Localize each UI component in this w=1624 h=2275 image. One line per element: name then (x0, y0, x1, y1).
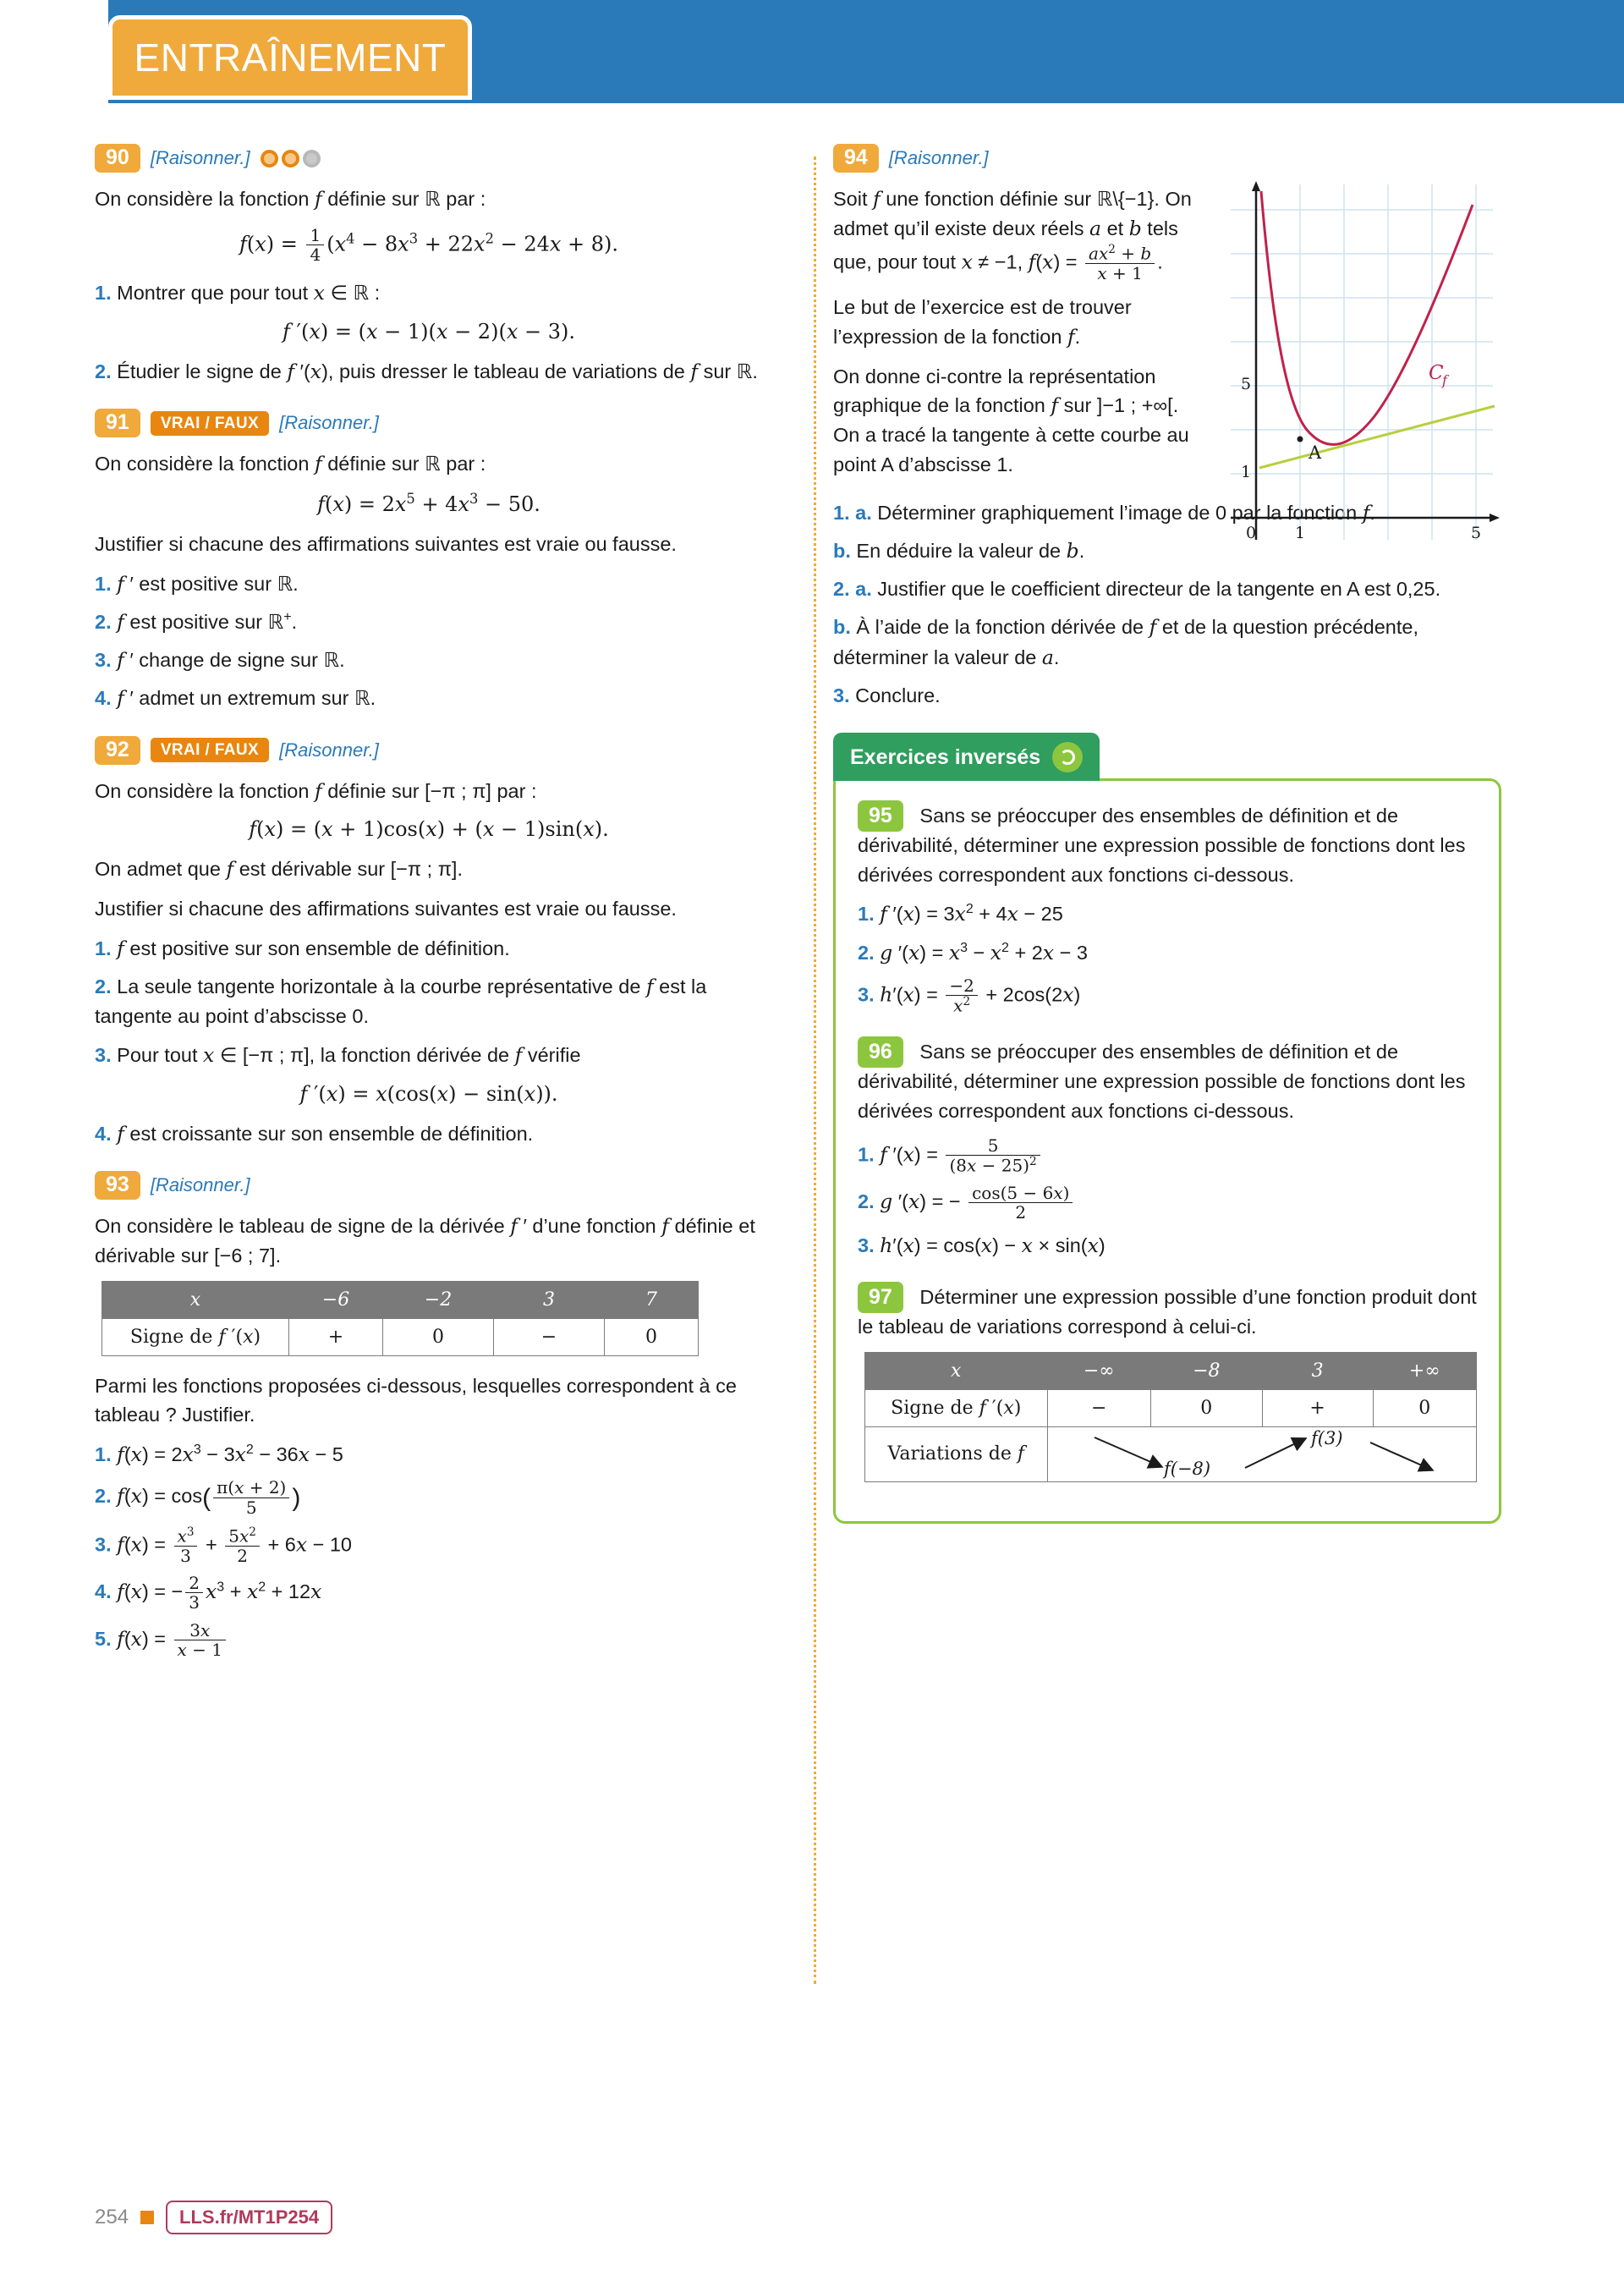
sign-value-3: − (494, 1318, 605, 1355)
exercise-94-q2a: 2. a. Justifier que le coefficient directeur de la tangente en A est 0,25. (833, 578, 1441, 601)
exercise-90-q1-formula: f ′(x) = (x − 1)(x − 2)(x − 3). (282, 319, 575, 343)
left-white-rail (0, 0, 108, 2275)
table-row (865, 1426, 1477, 1481)
exercise-91-header (95, 409, 763, 437)
table-row (865, 1389, 1477, 1426)
exercise-94-q1a: 1. a. Déterminer graphiquement l’image de 0 par la fonction f. (833, 500, 1375, 525)
exercise-91-item-2: 2. f est positive sur ℝ+. (95, 609, 298, 634)
sign-table-x-3: 3 (494, 1281, 605, 1318)
exercise-91-skill: [Raisonner.] (279, 412, 379, 434)
table-row (865, 1352, 1477, 1389)
exercise-90-formula: f(x) = $\frac{1}{4}$ $(x^4 - 8x^3 + 22x^2 - 24x + 8)$. (239, 224, 619, 266)
exercise-94-p1: Soit f une fonction définie sur ℝ\{−1}. On admet qu’il existe deux réels a et b tels que, pour tout x ≠ −1, f(x) = $\frac{ax^2 + b}{x + 1}$ . (833, 187, 1192, 283)
exercise-91-formula: $f(x) = 2x^5 + 4x^3 - 50$. (317, 490, 540, 516)
variation-arrows (1048, 1427, 1476, 1481)
graph-grid (1231, 184, 1493, 540)
exercise-95-item-3: 3. h′(x) = $\frac{-2}{x^2}$ + 2cos(2x) (858, 975, 1081, 1016)
exercise-91-type-tag: VRAI / FAUX (151, 411, 269, 436)
exercise-91 (95, 409, 763, 714)
sign-table-x-4: 7 (605, 1281, 699, 1318)
variation-sign-label: Signe de f ′(x) (865, 1389, 1048, 1426)
graph-axes (1231, 188, 1495, 540)
exercise-92-item-4: 4. f est croissante sur son ensemble de définition. (95, 1121, 534, 1146)
variation-arrows-svg (1076, 1427, 1448, 1481)
right-column (833, 144, 1501, 1524)
exercise-97-variation-table (864, 1352, 1477, 1482)
section-banner-label: ENTRAÎNEMENT (134, 36, 447, 80)
variation-sign-3: + (1262, 1389, 1373, 1426)
exercise-93-number: 93 (95, 1171, 140, 1200)
exercise-92-item-3: 3. Pour tout x ∈ [−π ; π], la fonction dérivée de f vérifie (95, 1042, 581, 1067)
exercise-90-q2: 2. Étudier le signe de f ′(x), puis dresser le tableau de variations de f sur ℝ. (95, 359, 758, 383)
variation-arrows-cell (1047, 1426, 1476, 1481)
difficulty-dot-1 (261, 150, 278, 168)
variation-x-2: −8 (1150, 1352, 1262, 1389)
table-row (102, 1281, 699, 1318)
column-divider (814, 157, 816, 1984)
x-tick-5: 5 (1471, 524, 1482, 542)
graph-svg (1222, 176, 1501, 582)
exercise-90-q1: 1. Montrer que pour tout x ∈ ℝ : (95, 280, 381, 305)
exercise-91-intro: On considère la fonction f définie sur ℝ par : (95, 452, 486, 476)
exercise-94-graph (1222, 176, 1501, 599)
exercise-90 (95, 144, 763, 387)
exercise-94-q3: 3. Conclure. (833, 684, 941, 706)
variation-sign-1: − (1047, 1389, 1150, 1426)
exercise-96 (858, 1037, 1477, 1261)
exercise-96-item-2: 2. g ′(x) = − $\frac{\cos(5 - 6x)}{2}$ (858, 1184, 1477, 1223)
y-axis-arrow (1252, 181, 1260, 191)
sign-value-2: 0 (383, 1318, 494, 1355)
exercise-91-number: 91 (95, 409, 140, 437)
sign-table-x-2: −2 (383, 1281, 494, 1318)
exercise-92-type-tag: VRAI / FAUX (151, 738, 269, 762)
exercise-94-header (833, 144, 1501, 173)
inverse-exercises-header (833, 733, 1100, 781)
exercise-95-item-2: 2. g $'(x) = x^3 - x^2 + 2x - 3$ (858, 940, 1088, 964)
exercise-94-text-block (833, 184, 1205, 480)
exercise-94-q2b: b. À l’aide de la fonction dérivée de f et de la question précédente, déterminer la valeur de a. (833, 615, 1418, 669)
difficulty-dot-2 (282, 150, 299, 168)
x-axis-arrow (1490, 514, 1500, 522)
exercise-90-number: 90 (95, 144, 140, 173)
variation-x-3: 3 (1262, 1352, 1373, 1389)
tangent-line (1259, 406, 1495, 468)
function-curve (1261, 191, 1473, 444)
exercise-93-item-2: 2. f(x) = cos( $\frac{\pi(x + 2)}{5}$ ) (95, 1477, 301, 1518)
point-a-label: A (1309, 442, 1322, 463)
exercise-91-item-1: 1. f ′ est positive sur ℝ. (95, 571, 299, 596)
exercise-95 (858, 801, 1477, 1015)
sign-table-x-1: −6 (289, 1281, 383, 1318)
exercise-90-skill: [Raisonner.] (150, 147, 250, 168)
exercise-96-intro: 96 Sans se préoccuper des ensembles de définition et de dérivabilité, déterminer une expression possible de fonctions dont les dérivées correspondent aux fonctions ci-dessous. (858, 1037, 1477, 1125)
exercise-91-item-4: 4. f ′ admet un extremum sur ℝ. (95, 686, 376, 711)
variation-sign-2: 0 (1150, 1389, 1262, 1426)
arrow-down-2 (1370, 1442, 1431, 1470)
sign-value-4: 0 (605, 1318, 699, 1355)
inverse-exercises-box (833, 778, 1501, 1524)
exercise-93-intro: On considère le tableau de signe de la dérivée f ′ d’une fonction f définie et dérivable sur [−6 ; 7]. (95, 1214, 755, 1267)
variation-sign-4: 0 (1373, 1389, 1476, 1426)
exercise-94-q1b: b. En déduire la valeur de b. (833, 538, 1085, 563)
exercise-97-intro: 97 Déterminer une expression possible d’une fonction produit dont le tableau de variations correspond à celui-ci. (858, 1283, 1477, 1342)
sign-table-row-label: Signe de f ′(x) (102, 1318, 289, 1355)
exercise-94-p2: Le but de l’exercice est de trouver l’expression de la fonction f. (833, 295, 1132, 349)
sign-value-1: + (289, 1318, 383, 1355)
section-banner-tab (108, 15, 472, 100)
variation-min-label: f(−8) (1163, 1458, 1210, 1479)
arrow-down-1 (1095, 1437, 1160, 1466)
exercise-91-instruction: Justifier si chacune des affirmations suivantes est vraie ou fausse. (95, 532, 677, 555)
exercise-94-skill: [Raisonner.] (888, 147, 989, 168)
exercise-91-item-3: 3. f ′ change de signe sur ℝ. (95, 648, 345, 673)
difficulty-dot-3 (303, 150, 321, 168)
left-column (95, 144, 763, 1682)
exercise-97 (858, 1283, 1477, 1482)
exercise-93-item-5: 5. f(x) = $\frac{3x}{x - 1}$ (95, 1621, 763, 1660)
exercise-92 (95, 736, 763, 1150)
y-tick-1: 1 (1241, 463, 1252, 481)
exercise-92-instruction: Justifier si chacune des affirmations suivantes est vraie ou fausse. (95, 898, 677, 920)
inverse-exercises-title: Exercices inversés (850, 745, 1041, 769)
sign-table-var-label: x (102, 1281, 289, 1318)
exercise-90-header (95, 144, 763, 173)
y-tick-5: 5 (1241, 375, 1252, 393)
variation-x-1: −∞ (1047, 1352, 1150, 1389)
refresh-icon (1052, 742, 1083, 772)
exercise-94 (833, 144, 1501, 711)
variation-max-label: f(3) (1310, 1427, 1343, 1448)
variation-table-var-label: x (865, 1352, 1048, 1389)
exercise-92-item-2: 2. La seule tangente horizontale à la courbe représentative de f est la tangente au point d’abscisse 0. (95, 975, 707, 1028)
exercise-92-skill: [Raisonner.] (279, 739, 379, 761)
exercise-92-header (95, 736, 763, 765)
exercise-93 (95, 1171, 763, 1659)
exercise-92-number: 92 (95, 736, 140, 765)
variation-row-label: Variations de f (865, 1426, 1048, 1481)
exercise-94-number: 94 (833, 144, 879, 173)
exercise-94-p3: On donne ci-contre la représentation graphique de la fonction f sur ]−1 ; +∞[. On a tracé la tangente à cette courbe au point A d’abscisse 1. (833, 365, 1189, 475)
exercise-96-number: 96 (858, 1036, 903, 1068)
curve-label: C (1429, 362, 1444, 384)
page-number: 254 (95, 2206, 129, 2228)
exercise-96-item-3: 3. h′(x) = cos(x) − x × sin(x) (858, 1233, 1106, 1257)
exercise-96-item-1: 1. f ′(x) = $\frac{5}{(8x - 25)^2}$ (858, 1136, 1477, 1175)
exercise-93-header (95, 1171, 763, 1200)
exercise-93-skill: [Raisonner.] (150, 1174, 250, 1196)
exercise-93-item-3: 3. f(x) = $\frac{x^3}{3}$ + $\frac{5x^2}{2}$ + 6x − 10 (95, 1525, 352, 1566)
variation-x-4: +∞ (1373, 1352, 1476, 1389)
exercise-95-item-1: 1. f $'(x) = 3x^2 + 4x - 25$ (858, 902, 1063, 926)
exercise-93-sign-table (102, 1281, 699, 1356)
curve-label-subscript: f (1442, 372, 1447, 388)
exercise-92-item-1: 1. f est positive sur son ensemble de définition. (95, 936, 510, 960)
exercise-92-formula: f(x) = (x + 1)cos(x) + (x − 1)sin(x). (249, 817, 609, 842)
exercise-93-question: Parmi les fonctions proposées ci-dessous, lesquelles correspondent à ce tableau ? Justifier. (95, 1374, 737, 1426)
footer-square-icon (140, 2211, 154, 2224)
exercise-97-number: 97 (858, 1282, 903, 1313)
point-a-marker (1298, 437, 1303, 442)
exercise-90-intro: On considère la fonction f définie sur ℝ par : (95, 187, 486, 211)
exercise-95-number: 95 (858, 800, 903, 832)
difficulty-dots (261, 150, 321, 168)
exercise-92-item-3-formula: f ′(x) = x(cos(x) − sin(x)). (299, 1081, 558, 1106)
exercise-93-item-1: 1. $f(x) = 2x^3 - 3x^2 - 36x - 5$ (95, 1442, 343, 1467)
exercise-93-item-4: 4. f(x) = − $\frac{2}{3}$ $x^3 + x^2 + 12x$ (95, 1572, 322, 1613)
exercise-92-admit: On admet que f est dérivable sur [−π ; π]. (95, 857, 463, 882)
arrow-up-1 (1245, 1439, 1304, 1468)
inverse-exercises-section (833, 733, 1501, 1524)
page-footer (95, 2201, 332, 2234)
x-tick-1: 1 (1295, 524, 1306, 542)
exercise-95-intro: 95 Sans se préoccuper des ensembles de définition et de dérivabilité, déterminer une expression possible de fonctions dont les dérivées correspondent aux fonctions ci-dessous. (858, 801, 1477, 889)
exercise-92-intro: On considère la fonction f définie sur [−π ; π] par : (95, 778, 537, 803)
x-tick-0: 0 (1246, 524, 1257, 542)
table-row (102, 1318, 699, 1355)
resource-code-badge[interactable]: LLS.fr/MT1P254 (166, 2201, 332, 2234)
